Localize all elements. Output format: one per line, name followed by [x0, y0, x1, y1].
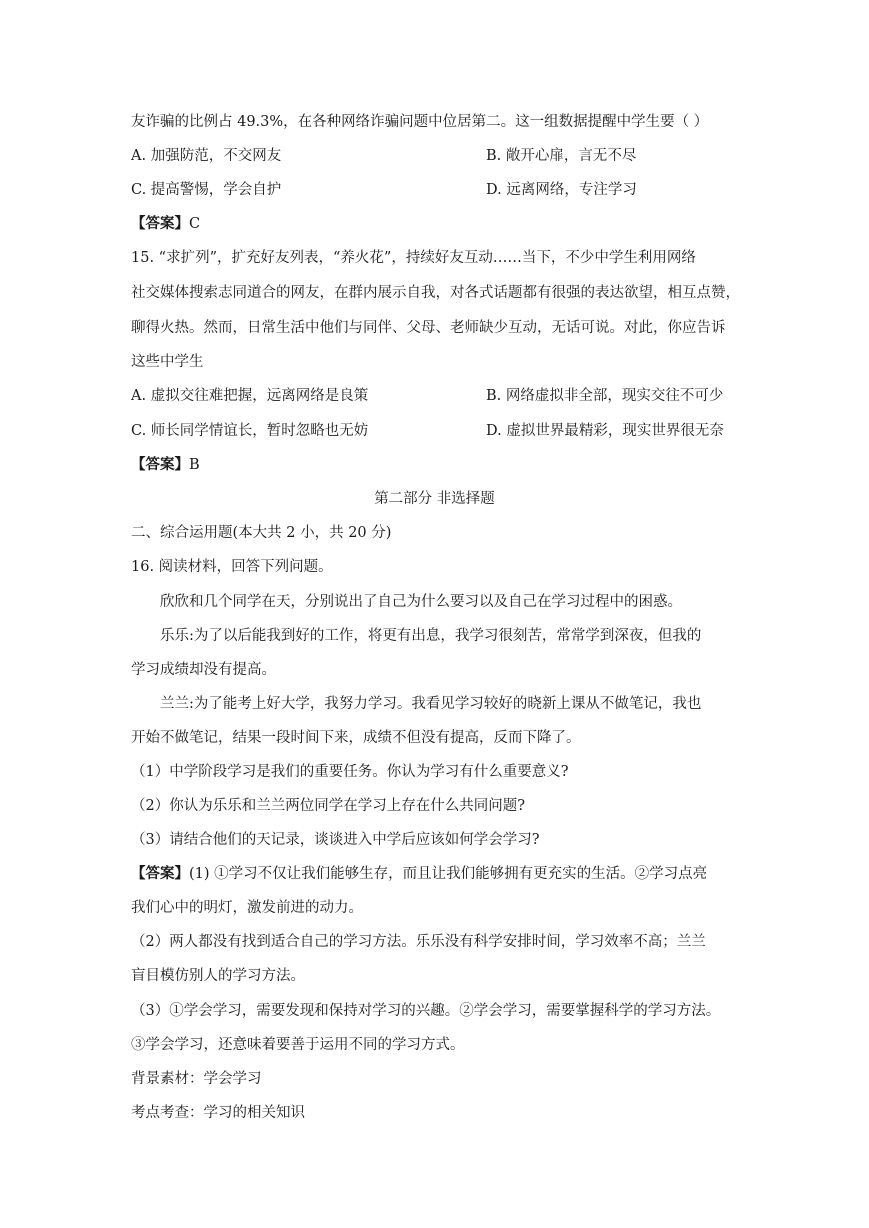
background-material: 背景素材：学会学习: [131, 1071, 262, 1087]
q15-stem-line-1: 15. “求扩列”，扩充好友列表，“养火花”，持续好友互动……当下，不少中学生利用网络: [131, 250, 696, 266]
q15-option-a: A. 虚拟交往难把握，远离网络是良策: [131, 388, 369, 404]
q16-question-1: （1）中学阶段学习是我们的重要任务。你认为学习有什么重要意义?: [131, 764, 569, 780]
q16-material-line-1: 欣欣和几个同学在天，分别说出了自己为什么要习以及自己在学习过程中的困惑。: [160, 594, 682, 610]
q15-option-c: C. 师长同学情谊长，暂时忽略也无妨: [131, 423, 369, 439]
section-title: 二、综合运用题(本大共 2 小，共 20 分): [131, 525, 392, 541]
q16-question-3: （3）请结合他们的天记录，谈谈进入中学后应该如何学会学习?: [131, 832, 540, 848]
answer-value: C: [189, 216, 201, 232]
q16-intro: 16. 阅读材料，回答下列问题。: [131, 559, 333, 575]
q16-material-line-5: 开始不做笔记，结果一段时间下来，成绩不但没有提高，反而下降了。: [131, 730, 581, 746]
q16-answer-line-2: 我们心中的明灯，激发前进的动力。: [131, 900, 363, 916]
q15-option-d: D. 虚拟世界最精彩，现实世界很无奈: [486, 423, 724, 439]
kaodian: 考点考查：学习的相关知识: [131, 1105, 305, 1121]
q14-answer: [131, 214, 200, 234]
answer-label: 【答案】: [131, 456, 189, 473]
q14-option-d: D. 远离网络，专注学习: [486, 182, 637, 198]
q16-answer-line-6: ③学会学习，还意味着要善于运用不同的学习方式。: [131, 1037, 465, 1053]
q16-answer-line-3: （2）两人都没有找到适合自己的学习方法。乐乐没有科学安排时间，学习效率不高；兰兰: [131, 934, 706, 950]
answer-value: B: [189, 457, 200, 473]
q16-answer-line-1: [131, 864, 707, 884]
q15-stem-line-4: 这些中学生: [131, 354, 204, 370]
q16-question-2: （2）你认为乐乐和兰兰两位同学在学习上存在什么共同问题?: [131, 798, 525, 814]
q14-stem-tail: 友诈骗的比例占 49.3%，在各种网络诈骗问题中位居第二。这一组数据提醒中学生要（ ）: [131, 114, 709, 130]
q14-option-a: A. 加强防范，不交网友: [131, 148, 282, 164]
part2-heading: 第二部分 非选择题: [374, 491, 495, 507]
q16-answer-line-4: 盲目模仿别人的学习方法。: [131, 968, 305, 984]
q15-answer: [131, 455, 200, 475]
q16-material-line-4: 兰兰:为了能考上好大学，我努力学习。我看见学习较好的晓新上课从不做笔记，我也: [160, 696, 702, 712]
answer-label: 【答案】: [131, 865, 189, 882]
q15-option-b: B. 网络虚拟非全部，现实交往不可少: [486, 388, 724, 404]
q15-stem-line-2: 社交媒体搜索志同道合的网友，在群内展示自我，对各式话题都有很强的表达欲望，相互点赞，: [131, 285, 740, 301]
q16-answer-line-5: （3）①学会学习，需要发现和保持对学习的兴趣。②学会学习，需要掌握科学的学习方法。: [131, 1003, 721, 1019]
q14-option-b: B. 敞开心扉，言无不尽: [486, 148, 637, 164]
answer-label: 【答案】: [131, 215, 189, 232]
q15-stem-line-3: 聊得火热。然而，日常生活中他们与同伴、父母、老师缺少互动，无话可说。对此，你应告诉: [131, 320, 726, 336]
q16-material-line-2: 乐乐:为了以后能我到好的工作，将更有出息，我学习很刻苦，常常学到深夜，但我的: [160, 628, 702, 644]
q16-material-line-3: 学习成绩却没有提高。: [131, 662, 276, 678]
q14-option-c: C. 提高警惕，学会自护: [131, 182, 282, 198]
answer-text: (1) ①学习不仅让我们能够生存，而且让我们能够拥有更充实的生活。②学习点亮: [189, 866, 708, 882]
